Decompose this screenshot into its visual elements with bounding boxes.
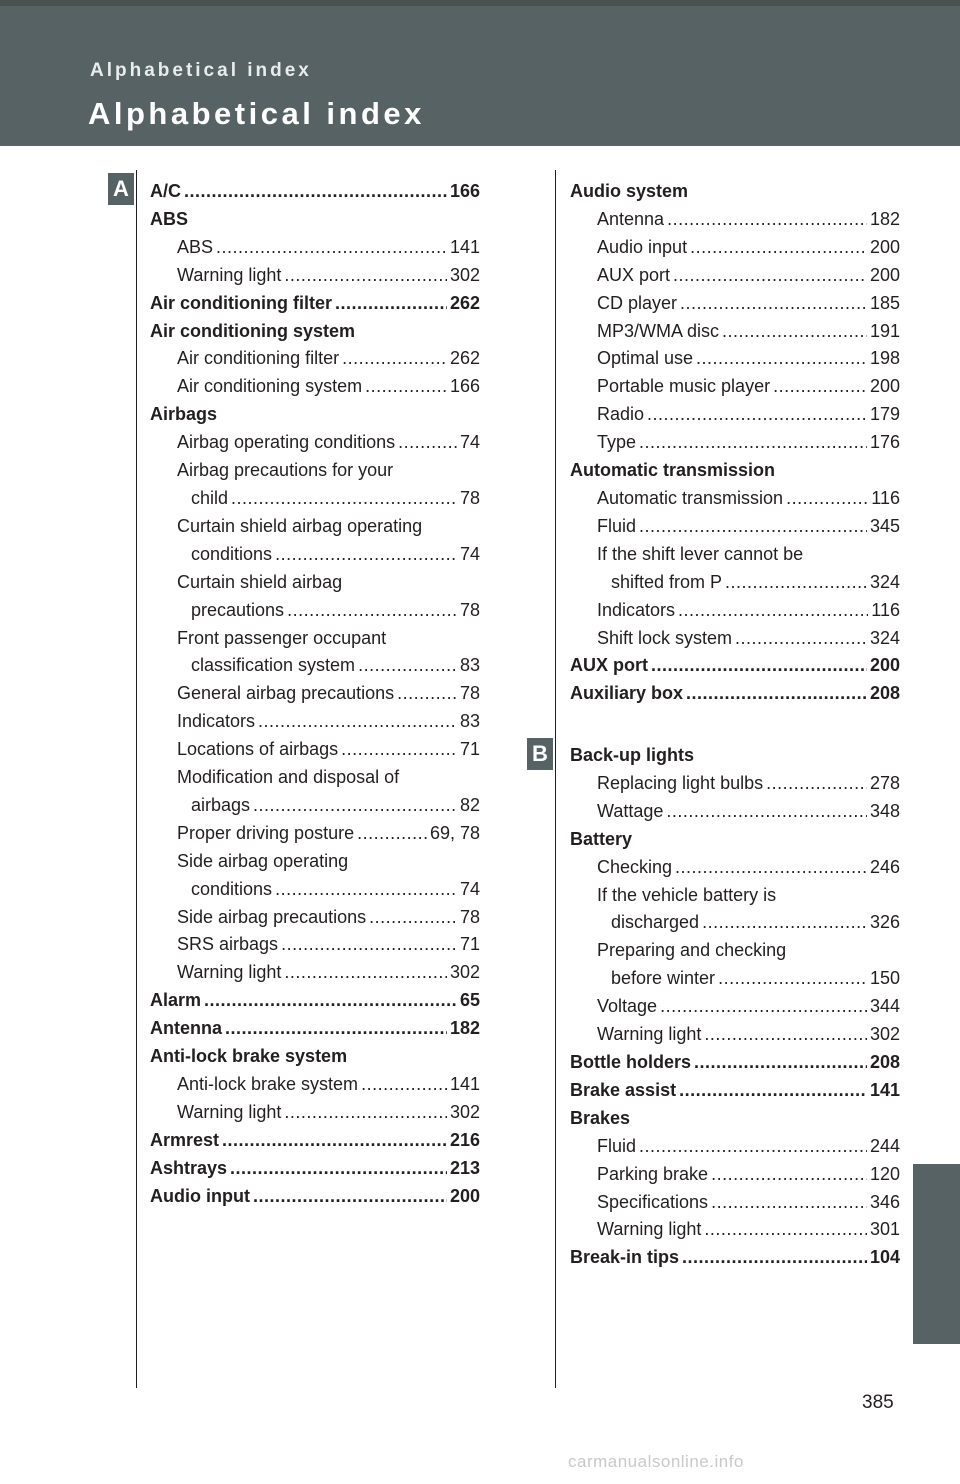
index-entry: Antenna ..... 182 [150,1015,480,1043]
index-subentry: MP3/WMA disc ..... 191 [570,318,900,346]
index-subentry: Radio ..... 179 [570,401,900,429]
index-subentry-line: Side airbag operating [177,850,349,871]
index-subentry: CD player ..... 185 [570,290,900,318]
index-entry: Auxiliary box ..... 208 [570,680,900,708]
index-subentry-cont: shifted from P ..... 324 [570,569,900,597]
index-subentry: AUX port ..... 200 [570,262,900,290]
index-subentry: Warning light ..... 302 [150,959,480,987]
index-subentry: Checking ..... 246 [570,854,900,882]
index-subentry: General airbag precautions ..... 78 [150,680,480,708]
index-entry: Audio input ..... 200 [150,1183,480,1211]
index-heading: Brakes [570,1107,631,1128]
index-heading: Audio system [570,181,689,201]
index-subentry: Warning light ..... 302 [570,1021,900,1049]
index-subentry-cont: conditions ..... 74 [150,876,480,904]
index-subentry-cont: discharged ..... 326 [570,909,900,937]
index-entry: Brake assist ..... 141 [570,1077,900,1105]
index-subentry-line: Curtain shield airbag operating [177,515,423,536]
index-heading: Anti-lock brake system [150,1046,348,1067]
index-subentry: Air conditioning filter ..... 262 [150,345,480,373]
index-entry: Air conditioning filter ..... 262 [150,290,480,318]
index-subentry-cont: before winter ..... 150 [570,965,900,993]
index-subentry: ABS ..... 141 [150,234,480,262]
index-entry: Armrest ..... 216 [150,1127,480,1155]
index-subentry: Shift lock system ..... 324 [570,625,900,653]
index-subentry: Portable music player ..... 200 [570,373,900,401]
index-subentry: Antenna ..... 182 [570,206,900,234]
column-divider-left [136,170,137,1388]
index-heading: Back-up lights [570,745,695,765]
page-header [0,0,960,146]
index-column-right-a [570,178,900,708]
index-heading: Battery [570,828,633,849]
index-subentry: Audio input ..... 200 [570,234,900,262]
page-number: 385 [862,1392,894,1413]
index-heading: Air conditioning system [150,320,356,341]
index-entry: Alarm ..... 65 [150,987,480,1015]
index-entry: Bottle holders ..... 208 [570,1049,900,1077]
index-subentry: Automatic transmission ..... 116 [570,485,900,513]
index-subentry: Proper driving posture ..... 69, 78 [150,820,480,848]
side-thumb-tab [913,1164,960,1344]
index-column-right-b [570,742,900,1272]
index-subentry: Warning light ..... 302 [150,262,480,290]
index-subentry: Indicators ..... 83 [150,708,480,736]
index-subentry: Anti-lock brake system ..... 141 [150,1071,480,1099]
index-heading: ABS [150,208,189,229]
index-entry: A/C ..... 166 [150,178,480,206]
index-entry: Ashtrays ..... 213 [150,1155,480,1183]
index-subentry: Replacing light bulbs ..... 278 [570,770,900,798]
index-subentry: Air conditioning system ..... 166 [150,373,480,401]
index-subentry-line: If the vehicle battery is [597,884,777,905]
index-subentry: Parking brake ..... 120 [570,1161,900,1189]
index-subentry: Airbag operating conditions ..... 74 [150,429,480,457]
index-subentry: Indicators ..... 116 [570,597,900,625]
header-top-stripe [0,0,960,6]
index-entry: Break-in tips ..... 104 [570,1244,900,1272]
index-subentry-cont: child ..... 78 [150,485,480,513]
index-subentry: Fluid ..... 244 [570,1133,900,1161]
column-divider-right [555,170,556,1388]
index-heading: Airbags [150,404,218,425]
index-entry: AUX port ..... 200 [570,652,900,680]
letter-tab-b: B [527,738,553,770]
index-subentry: Voltage ..... 344 [570,993,900,1021]
index-subentry: Optimal use ..... 198 [570,345,900,373]
index-subentry-cont: classification system ..... 83 [150,652,480,680]
index-subentry: Side airbag precautions ..... 78 [150,904,480,932]
index-subentry: SRS airbags ..... 71 [150,931,480,959]
index-subentry: Fluid ..... 345 [570,513,900,541]
index-column-left [150,178,480,1211]
index-subentry-line: Airbag precautions for your [177,460,394,481]
index-subentry: Wattage ..... 348 [570,798,900,826]
index-heading: Automatic transmission [570,460,776,481]
section-title-small: Alphabetical index [90,60,312,81]
index-subentry-line: Front passenger occupant [177,627,387,648]
index-subentry-line: Modification and disposal of [177,767,400,788]
index-subentry: Locations of airbags ..... 71 [150,736,480,764]
letter-tab-a: A [108,173,134,205]
index-subentry: Specifications ..... 346 [570,1189,900,1217]
section-title-large: Alphabetical index [88,96,425,131]
index-subentry: Warning light ..... 301 [570,1216,900,1244]
watermark-text: carmanualsonline.info [568,1452,744,1471]
index-subentry-cont: conditions ..... 74 [150,541,480,569]
index-subentry: Warning light ..... 302 [150,1099,480,1127]
index-subentry-cont: airbags ..... 82 [150,792,480,820]
index-subentry-line: Preparing and checking [597,940,787,961]
index-subentry-cont: precautions ..... 78 [150,597,480,625]
index-subentry: Type ..... 176 [570,429,900,457]
index-subentry-line: Curtain shield airbag [177,571,343,592]
index-subentry-line: If the shift lever cannot be [597,543,804,564]
